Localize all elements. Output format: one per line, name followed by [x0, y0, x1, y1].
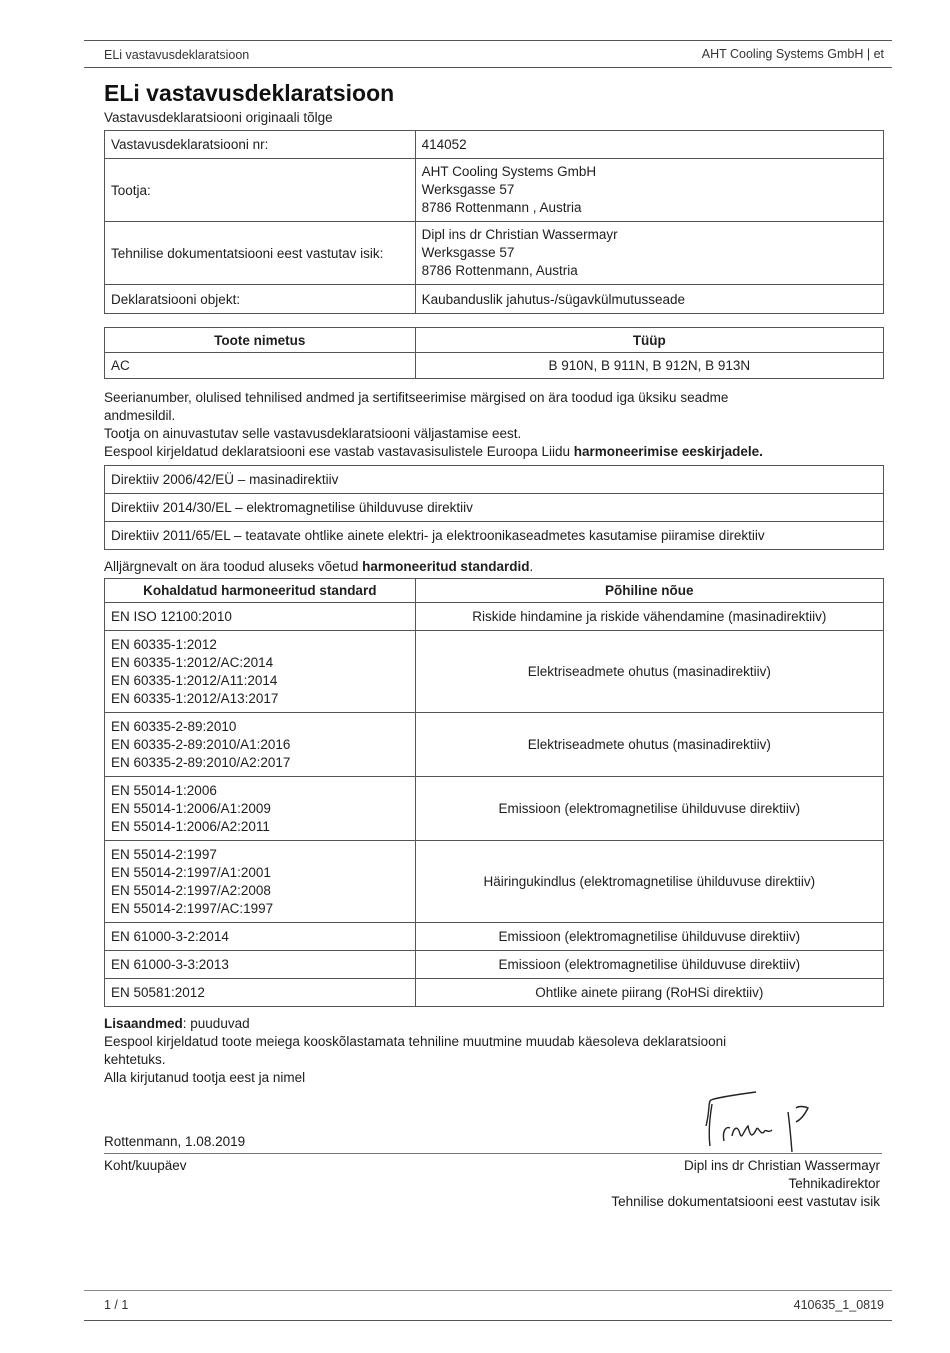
standard-code: EN 60335-2-89:2010/A2:2017	[111, 754, 291, 770]
standards-intro-suffix: .	[529, 559, 534, 574]
requirement-cell: Riskide hindamine ja riskide vähendamine (masinadirektiiv)	[415, 603, 883, 631]
standard-cell	[105, 841, 416, 923]
additional-value: : puuduvad	[182, 1016, 250, 1031]
top-divider	[84, 40, 892, 41]
signatory-role-2: Tehnilise dokumentatsiooni eest vastutav isik	[611, 1194, 880, 1209]
object-label: Deklaratsiooni objekt:	[105, 285, 416, 314]
product-type: B 910N, B 911N, B 912N, B 913N	[415, 353, 883, 379]
document-code: 410635_1_0819	[793, 1298, 884, 1312]
responsible-line: 8786 Rottenmann, Austria	[421, 263, 578, 278]
requirement-cell: Ohtlike ainete piirang (RoHSi direktiiv)	[415, 979, 883, 1007]
manufacturer-line: Werksgasse 57	[421, 182, 515, 197]
standard-cell	[105, 631, 416, 713]
declaration-no-value: 414052	[415, 131, 883, 159]
responsible-line: Werksgasse 57	[421, 245, 515, 260]
manufacturer-line: 8786 Rottenmann , Austria	[421, 200, 582, 215]
product-name: AC	[105, 353, 416, 379]
responsible-value	[415, 222, 883, 285]
responsible-line: Dipl ins dr Christian Wassermayr	[421, 227, 618, 242]
signatory-role: Tehnikadirektor	[788, 1176, 880, 1191]
manufacturer-line: AHT Cooling Systems GmbH	[421, 164, 597, 179]
product-name-header: Toote nimetus	[105, 328, 416, 353]
standard-code: EN ISO 12100:2010	[111, 608, 232, 624]
table-row	[105, 979, 884, 1007]
directives-table	[104, 465, 884, 550]
paragraph-line	[104, 1015, 726, 1033]
signatory-block	[611, 1157, 880, 1211]
requirement-cell: Häiringukindlus (elektromagnetilise ühilduvuse direktiiv)	[415, 841, 883, 923]
info-table	[104, 130, 884, 314]
manufacturer-label: Tootja:	[105, 159, 416, 222]
standard-code: EN 60335-2-89:2010/A1:2016	[111, 736, 291, 752]
standard-cell	[105, 713, 416, 777]
header-right-text: AHT Cooling Systems GmbH | et	[701, 47, 884, 61]
standard-code: EN 55014-1:2006/A2:2011	[111, 818, 270, 834]
directive-item: Direktiiv 2011/65/EL – teatavate ohtlike ainete elektri- ja elektroonikaseadmetes kasutamise piiramise direktiiv	[105, 522, 884, 550]
requirement-cell: Emissioon (elektromagnetilise ühilduvuse direktiiv)	[415, 951, 883, 979]
table-row	[105, 841, 884, 923]
requirement-cell: Emissioon (elektromagnetilise ühilduvuse direktiiv)	[415, 777, 883, 841]
table-row	[105, 631, 884, 713]
paragraph-bold-text: harmoneerimise eeskirjadele.	[573, 444, 763, 459]
standard-code: EN 55014-2:1997/AC:1997	[111, 900, 274, 916]
table-row	[105, 603, 884, 631]
page-subtitle: Vastavusdeklaratsiooni originaali tõlge	[104, 110, 333, 125]
requirement-cell: Elektriseadmete ohutus (masinadirektiiv)	[415, 631, 883, 713]
directive-item: Direktiiv 2014/30/EL – elektromagnetilise ühilduvuse direktiiv	[105, 494, 884, 522]
standard-code: EN 60335-1:2012	[111, 636, 217, 652]
conformity-paragraph	[104, 389, 763, 461]
standards-intro-text: Alljärgnevalt on ära toodud aluseks võetud	[104, 559, 363, 574]
standards-intro	[104, 558, 533, 576]
standard-cell	[105, 979, 416, 1007]
standard-code: EN 60335-2-89:2010	[111, 718, 237, 734]
standard-code: EN 61000-3-3:2013	[111, 956, 229, 972]
standard-code: EN 55014-2:1997/A1:2001	[111, 864, 271, 880]
paragraph-line: Alla kirjutanud tootja eest ja nimel	[104, 1070, 306, 1085]
footer-divider-bottom	[84, 1320, 892, 1321]
standard-cell	[105, 951, 416, 979]
product-type-header: Tüüp	[415, 328, 883, 353]
standard-cell	[105, 777, 416, 841]
place-date-label: Koht/kuupäev	[104, 1158, 187, 1173]
signature-divider	[104, 1153, 882, 1154]
directive-item: Direktiiv 2006/42/EÜ – masinadirektiiv	[105, 466, 884, 494]
place-date: Rottenmann, 1.08.2019	[104, 1134, 246, 1149]
table-row	[105, 923, 884, 951]
page-number: 1 / 1	[104, 1298, 129, 1312]
table-row	[105, 777, 884, 841]
footer-divider-top	[84, 1290, 892, 1291]
standard-header: Kohaldatud harmoneeritud standard	[105, 579, 416, 603]
standard-code: EN 61000-3-2:2014	[111, 928, 229, 944]
standard-cell	[105, 923, 416, 951]
paragraph-line: kehtetuks.	[104, 1052, 166, 1067]
standard-code: EN 55014-2:1997/A2:2008	[111, 882, 271, 898]
signature-image	[696, 1086, 826, 1156]
standard-code: EN 60335-1:2012/A13:2017	[111, 690, 279, 706]
standard-code: EN 55014-1:2006/A1:2009	[111, 800, 271, 816]
requirement-cell: Elektriseadmete ohutus (masinadirektiiv)	[415, 713, 883, 777]
manufacturer-value	[415, 159, 883, 222]
paragraph-text: Eespool kirjeldatud deklaratsiooni ese vastab vastavasisulistele Euroopa Liidu	[104, 444, 574, 459]
responsible-label: Tehnilise dokumentatsiooni eest vastutav isik:	[105, 222, 416, 285]
table-row	[105, 713, 884, 777]
declaration-no-label: Vastavusdeklaratsiooni nr:	[105, 131, 416, 159]
standard-code: EN 55014-1:2006	[111, 782, 217, 798]
object-value: Kaubanduslik jahutus-/sügavkülmutusseade	[415, 285, 883, 314]
standard-code: EN 55014-2:1997	[111, 846, 217, 862]
paragraph-line: Tootja on ainuvastutav selle vastavusdeklaratsiooni väljastamise eest.	[104, 426, 522, 441]
requirement-header: Põhiline nõue	[415, 579, 883, 603]
paragraph-line: Seerianumber, olulised tehnilised andmed ja sertifitseerimise märgised on ära toodud iga üksiku seadme	[104, 390, 729, 405]
paragraph-line	[104, 443, 763, 461]
product-table	[104, 327, 884, 379]
paragraph-line: Eespool kirjeldatud toote meiega kooskõlastamata tehniline muutmine muudab käesoleva deklaratsiooni	[104, 1034, 727, 1049]
standard-code: EN 50581:2012	[111, 984, 205, 1000]
additional-paragraph	[104, 1015, 726, 1087]
table-row	[105, 951, 884, 979]
additional-label: Lisaandmed	[104, 1016, 183, 1031]
requirement-cell: Emissioon (elektromagnetilise ühilduvuse direktiiv)	[415, 923, 883, 951]
signatory-name: Dipl ins dr Christian Wassermayr	[683, 1158, 880, 1173]
standard-code: EN 60335-1:2012/AC:2014	[111, 654, 274, 670]
page-title: ELi vastavusdeklaratsioon	[104, 80, 395, 106]
header-divider	[84, 67, 892, 68]
standards-table	[104, 578, 884, 1007]
header-left-text: ELi vastavusdeklaratsioon	[104, 48, 250, 62]
standard-cell	[105, 603, 416, 631]
paragraph-line: andmesildil.	[104, 408, 176, 423]
standards-intro-bold: harmoneeritud standardid	[362, 559, 530, 574]
standard-code: EN 60335-1:2012/A11:2014	[111, 672, 278, 688]
